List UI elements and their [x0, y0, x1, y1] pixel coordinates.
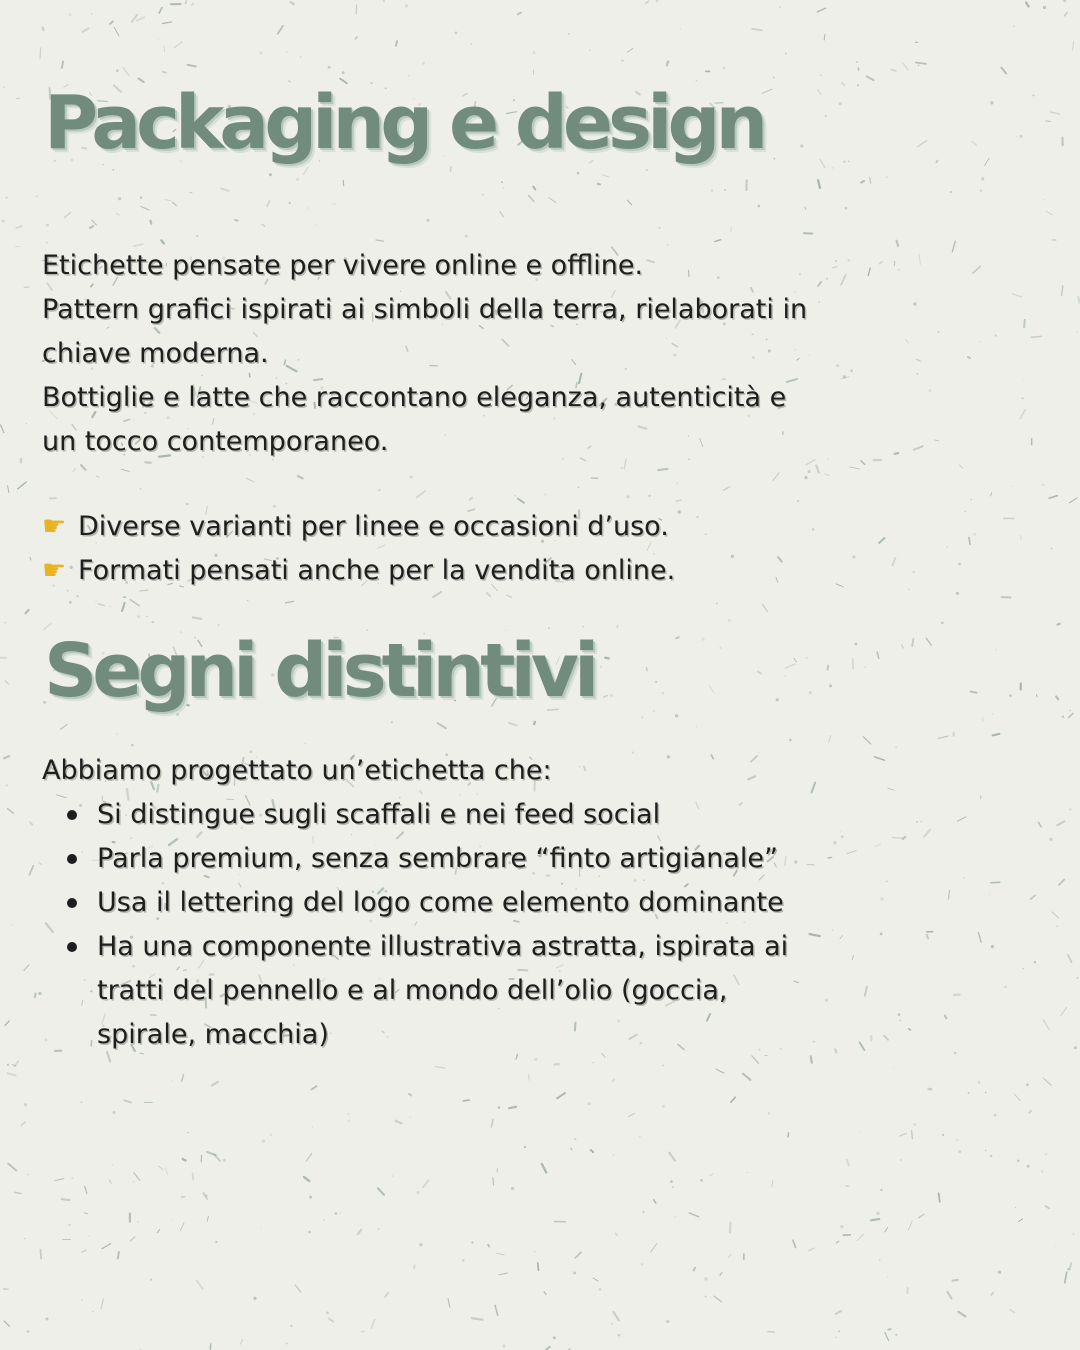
bullet-dot-icon: [67, 942, 77, 952]
intro-line: Bottiglie e latte che raccontano eleganza, autenticità e: [42, 382, 787, 413]
highlight-item: [42, 505, 675, 549]
bullet-list: [42, 793, 788, 1057]
bullet-line: Ha una componente illustrativa astratta, ispirata ai: [97, 931, 789, 962]
highlight-text: Formati pensati anche per la vendita online.: [78, 555, 676, 586]
bullet-item: [42, 837, 788, 881]
pointing-hand-icon: ☛: [42, 555, 67, 586]
intro-line: chiave moderna.: [42, 338, 269, 369]
highlight-item: [42, 549, 675, 593]
bullet-dot-icon: [67, 810, 77, 820]
bullet-dot-icon: [67, 854, 77, 864]
bullet-line: spirale, macchia): [97, 1019, 329, 1050]
pointing-hand-icon: ☛: [42, 511, 67, 542]
intro-line: Etichette pensate per vivere online e offline.: [42, 250, 644, 281]
intro-line: Pattern grafici ispirati ai simboli della terra, rielaborati in: [42, 294, 808, 325]
lead-text: Abbiamo progettato un’etichetta che:: [42, 755, 552, 786]
bullet-item: [42, 793, 788, 837]
section-title-packaging: Packaging e design: [44, 80, 764, 166]
bullet-line: Si distingue sugli scaffali e nei feed social: [97, 799, 661, 830]
bullet-item: [42, 925, 788, 1057]
bullet-line: tratti del pennello e al mondo dell’olio (goccia,: [97, 975, 728, 1006]
highlights-list: [42, 505, 675, 593]
bullet-dot-icon: [67, 898, 77, 908]
bullet-line: Parla premium, senza sembrare “finto artigianale”: [97, 843, 779, 874]
section-title-segni-distintivi: Segni distintivi: [44, 628, 595, 714]
highlight-text: Diverse varianti per linee e occasioni d’uso.: [78, 511, 669, 542]
bullet-line: Usa il lettering del logo come elemento dominante: [97, 887, 784, 918]
intro-paragraph: [42, 244, 807, 464]
bullet-item: [42, 881, 788, 925]
intro-line: un tocco contemporaneo.: [42, 426, 389, 457]
